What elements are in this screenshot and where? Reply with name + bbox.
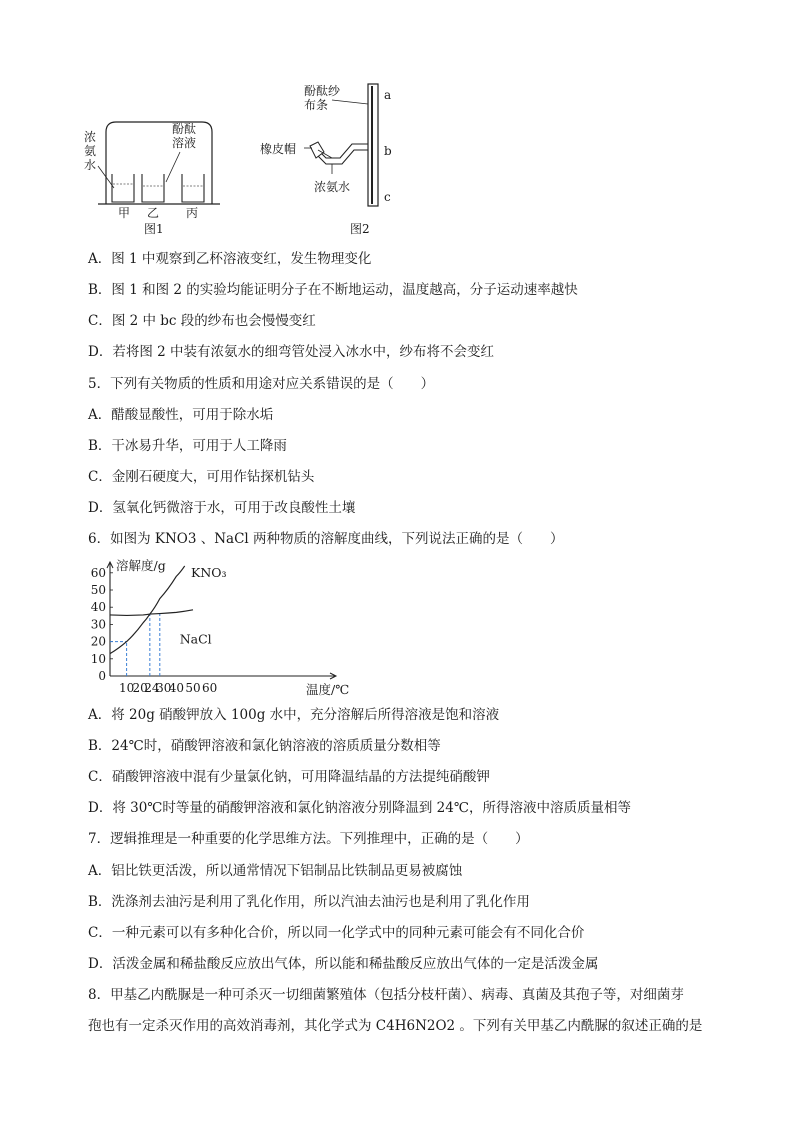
- figure-2-mark-a: a: [384, 88, 392, 102]
- series-label-nacl: NaCl: [179, 631, 212, 647]
- q5-option-a: A．醋酸显酸性，可用于除水垢: [88, 407, 274, 423]
- x-axis-label: 温度/℃: [306, 682, 350, 697]
- figure-2: [260, 78, 410, 238]
- q6-option-b: B．24℃时，硝酸钾溶液和氯化钠溶液的溶质质量分数相等: [88, 738, 441, 754]
- q7-option-c: C．一种元素可以有多种化合价，所以同一化学式中的同种元素可能会有不同化合价: [88, 925, 585, 941]
- series-kno3-line: [110, 566, 185, 654]
- y-tick-label: 40: [90, 600, 106, 615]
- x-tick-label: 10: [118, 681, 135, 695]
- q7-option-d: D．活泼金属和稀盐酸反应放出气体，所以能和稀盐酸反应放出气体的一定是活泼金属: [88, 956, 599, 972]
- y-axis-label: 溶解度/g: [116, 558, 166, 573]
- figure-1-left-label: 浓氨水: [84, 130, 97, 172]
- x-tick-label: 30: [156, 681, 172, 695]
- q8-line-1: 8．甲基乙内酰脲是一种可杀灭一切细菌繁殖体（包括分枝杆菌）、病毒、真菌及其孢子等，对细菌芽: [88, 987, 684, 1003]
- solubility-chart: [86, 556, 366, 698]
- q5-stem: 5．下列有关物质的性质和用途对应关系错误的是（ ）: [88, 376, 435, 392]
- x-tick-label: 24: [144, 681, 160, 695]
- figure-2-cap-label: 橡皮帽: [260, 142, 297, 156]
- q5-option-c: C．金刚石硬度大，可用作钻探机钻头: [88, 469, 315, 485]
- q4-option-a: A．图 1 中观察到乙杯溶液变红，发生物理变化: [88, 251, 372, 267]
- y-tick-label: 60: [90, 565, 106, 580]
- figure-2-cloth-label: 酚酞纱布条: [304, 84, 341, 112]
- q8-line-2: 孢也有一定杀灭作用的高效消毒剂，其化学式为 C4H6N2O2 。下列有关甲基乙内酰脲的叙述正确的是: [88, 1018, 703, 1034]
- beaker-jia: [112, 174, 134, 202]
- beaker-bing: [182, 174, 204, 202]
- figure-2-mark-c: c: [384, 190, 391, 204]
- x-tick-label: 50: [185, 681, 201, 695]
- q5-option-b: B．干冰易升华，可用于人工降雨: [88, 438, 287, 454]
- x-tick-label: 20: [132, 681, 148, 695]
- beaker-yi: [142, 174, 164, 202]
- figure-2-caption: 图2: [350, 222, 370, 236]
- figure-1-label-jia: 甲: [118, 206, 131, 220]
- x-tick-label: 40: [168, 681, 185, 695]
- y-tick-label: 10: [90, 651, 106, 666]
- q6-option-a: A．将 20g 硝酸钾放入 100g 水中，充分溶解后所得溶液是饱和溶液: [88, 707, 500, 723]
- figure-1-label-yi: 乙: [147, 206, 160, 220]
- figure-2-mark-b: b: [384, 144, 392, 158]
- figure-1-caption: 图1: [144, 222, 164, 236]
- q7-stem: 7．逻辑推理是一种重要的化学思维方法。下列推理中，正确的是（ ）: [88, 831, 529, 847]
- q4-option-c: C．图 2 中 bc 段的纱布也会慢慢变红: [88, 313, 316, 329]
- q6-option-d: D．将 30℃时等量的硝酸钾溶液和氯化钠溶液分别降温到 24℃，所得溶液中溶质质量相等: [88, 800, 631, 816]
- solubility-chart-svg: [86, 556, 366, 698]
- q7-option-a: A．铝比铁更活泼，所以通常情况下铝制品比铁制品更易被腐蚀: [88, 863, 463, 879]
- q7-option-b: B．洗涤剂去油污是利用了乳化作用，所以汽油去油污也是利用了乳化作用: [88, 894, 530, 910]
- figure-2-liquid-label: 浓氨水: [314, 180, 351, 194]
- figure-1-drawing: [84, 112, 234, 240]
- y-tick-label: 20: [90, 634, 106, 649]
- q4-option-b: B．图 1 和图 2 的实验均能证明分子在不断地运动，温度越高，分子运动速率越快: [88, 282, 578, 298]
- y-tick-label: 0: [98, 669, 106, 683]
- x-tick-label: 60: [201, 681, 218, 695]
- figure-1-right-label: 酚酞溶液: [172, 122, 197, 150]
- y-tick-label: 50: [90, 583, 106, 597]
- q4-option-d: D．若将图 2 中装有浓氨水的细弯管处浸入冰水中，纱布将不会变红: [88, 344, 494, 360]
- figure-1: [84, 112, 234, 240]
- q6-option-c: C．硝酸钾溶液中混有少量氯化钠，可用降温结晶的方法提纯硝酸钾: [88, 769, 490, 785]
- series-label-kno3: KNO₃: [191, 564, 227, 580]
- figure-1-label-bing: 丙: [186, 206, 199, 220]
- y-tick-label: 30: [90, 617, 106, 632]
- q5-option-d: D．氢氧化钙微溶于水，可用于改良酸性土壤: [88, 500, 356, 516]
- q6-stem: 6．如图为 KNO3 、NaCl 两种物质的溶解度曲线，下列说法正确的是（ ）: [88, 531, 564, 547]
